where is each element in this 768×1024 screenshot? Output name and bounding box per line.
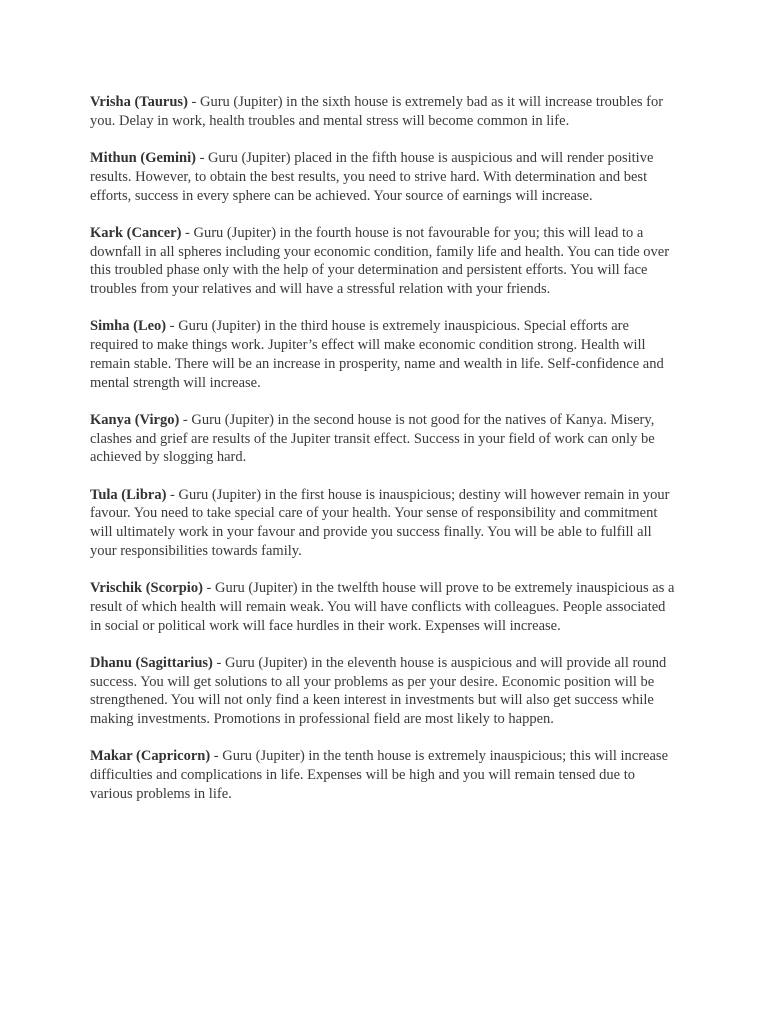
paragraph-gemini: [90, 149, 678, 205]
sign-heading: Simha (Leo): [90, 318, 167, 335]
paragraph-sagittarius: [90, 654, 678, 729]
paragraph-text: - Guru (Jupiter) in the second house is not good for the natives of Kanya. Misery, clashes and grief are results of the Jupiter transit effect. Success in your field of work can only be achieved by slogging hard.: [90, 411, 655, 466]
sign-heading: Kark (Cancer): [90, 224, 182, 241]
paragraph-virgo: [90, 411, 678, 467]
paragraph-text: - Guru (Jupiter) placed in the fifth house is auspicious and will render positive results. However, to obtain the best results, you need to strive hard. With determination and best efforts, success in every sphere can be achieved. Your source of earnings will increase.: [90, 150, 654, 204]
paragraph-text: - Guru (Jupiter) in the tenth house is extremely inauspicious; this will increase difficulties and complications in life. Expenses will be high and you will remain tensed due to various problems in life.: [90, 748, 669, 802]
paragraph-capricorn: [90, 747, 678, 803]
sign-heading: Dhanu (Sagittarius): [90, 654, 213, 671]
paragraph-text: - Guru (Jupiter) in the fourth house is not favourable for you; this will lead to a downfall in all spheres including your economic condition, family life and health. You can tide over this troubled phase only with the help of your determination and persistent efforts. You will face troubles from your relatives and will have a stressful relation with your friends.: [90, 224, 670, 297]
sign-heading: Kanya (Virgo): [90, 411, 180, 428]
paragraph-leo: [90, 317, 678, 392]
paragraph-text: - Guru (Jupiter) in the sixth house is extremely bad as it will increase troubles for you. Delay in work, health troubles and mental stress will become common in life.: [90, 94, 664, 129]
paragraph-scorpio: [90, 579, 678, 635]
sign-heading: Tula (Libra): [90, 486, 167, 503]
document-page: [90, 93, 678, 822]
paragraph-text: - Guru (Jupiter) in the eleventh house is auspicious and will provide all round success. You will get solutions to all your problems as per your desire. Economic position will be strengthened. You will not only find a keen interest in investments but will also get success while making investments. Promotions in professional field are most likely to happen.: [90, 654, 667, 728]
paragraph-text: - Guru (Jupiter) in the twelfth house will prove to be extremely inauspicious as a result of which health will remain weak. You will have conflicts with colleagues. People associated in social or political work will face hurdles in their work. Expenses will increase.: [90, 580, 675, 634]
paragraph-text: - Guru (Jupiter) in the first house is inauspicious; destiny will however remain in your favour. You need to take special care of your health. Your sense of responsibility and commitment will ultimately work in your favour and provide you success finally. You will be able to fulfill all your responsibilities towards family.: [90, 486, 670, 559]
sign-heading: Makar (Capricorn): [90, 748, 211, 765]
paragraph-text: - Guru (Jupiter) in the third house is extremely inauspicious. Special efforts are required to make things work. Jupiter’s effect will make economic condition strong. Health will remain stable. There will be an increase in prosperity, name and wealth in life. Self-confidence and mental strength will increase.: [90, 318, 664, 391]
paragraph-cancer: [90, 224, 678, 299]
paragraph-libra: [90, 486, 678, 561]
sign-heading: Mithun (Gemini): [90, 150, 196, 167]
sign-heading: Vrisha (Taurus): [90, 94, 188, 110]
sign-heading: Vrischik (Scorpio): [90, 580, 203, 597]
paragraph-taurus: [90, 93, 678, 130]
